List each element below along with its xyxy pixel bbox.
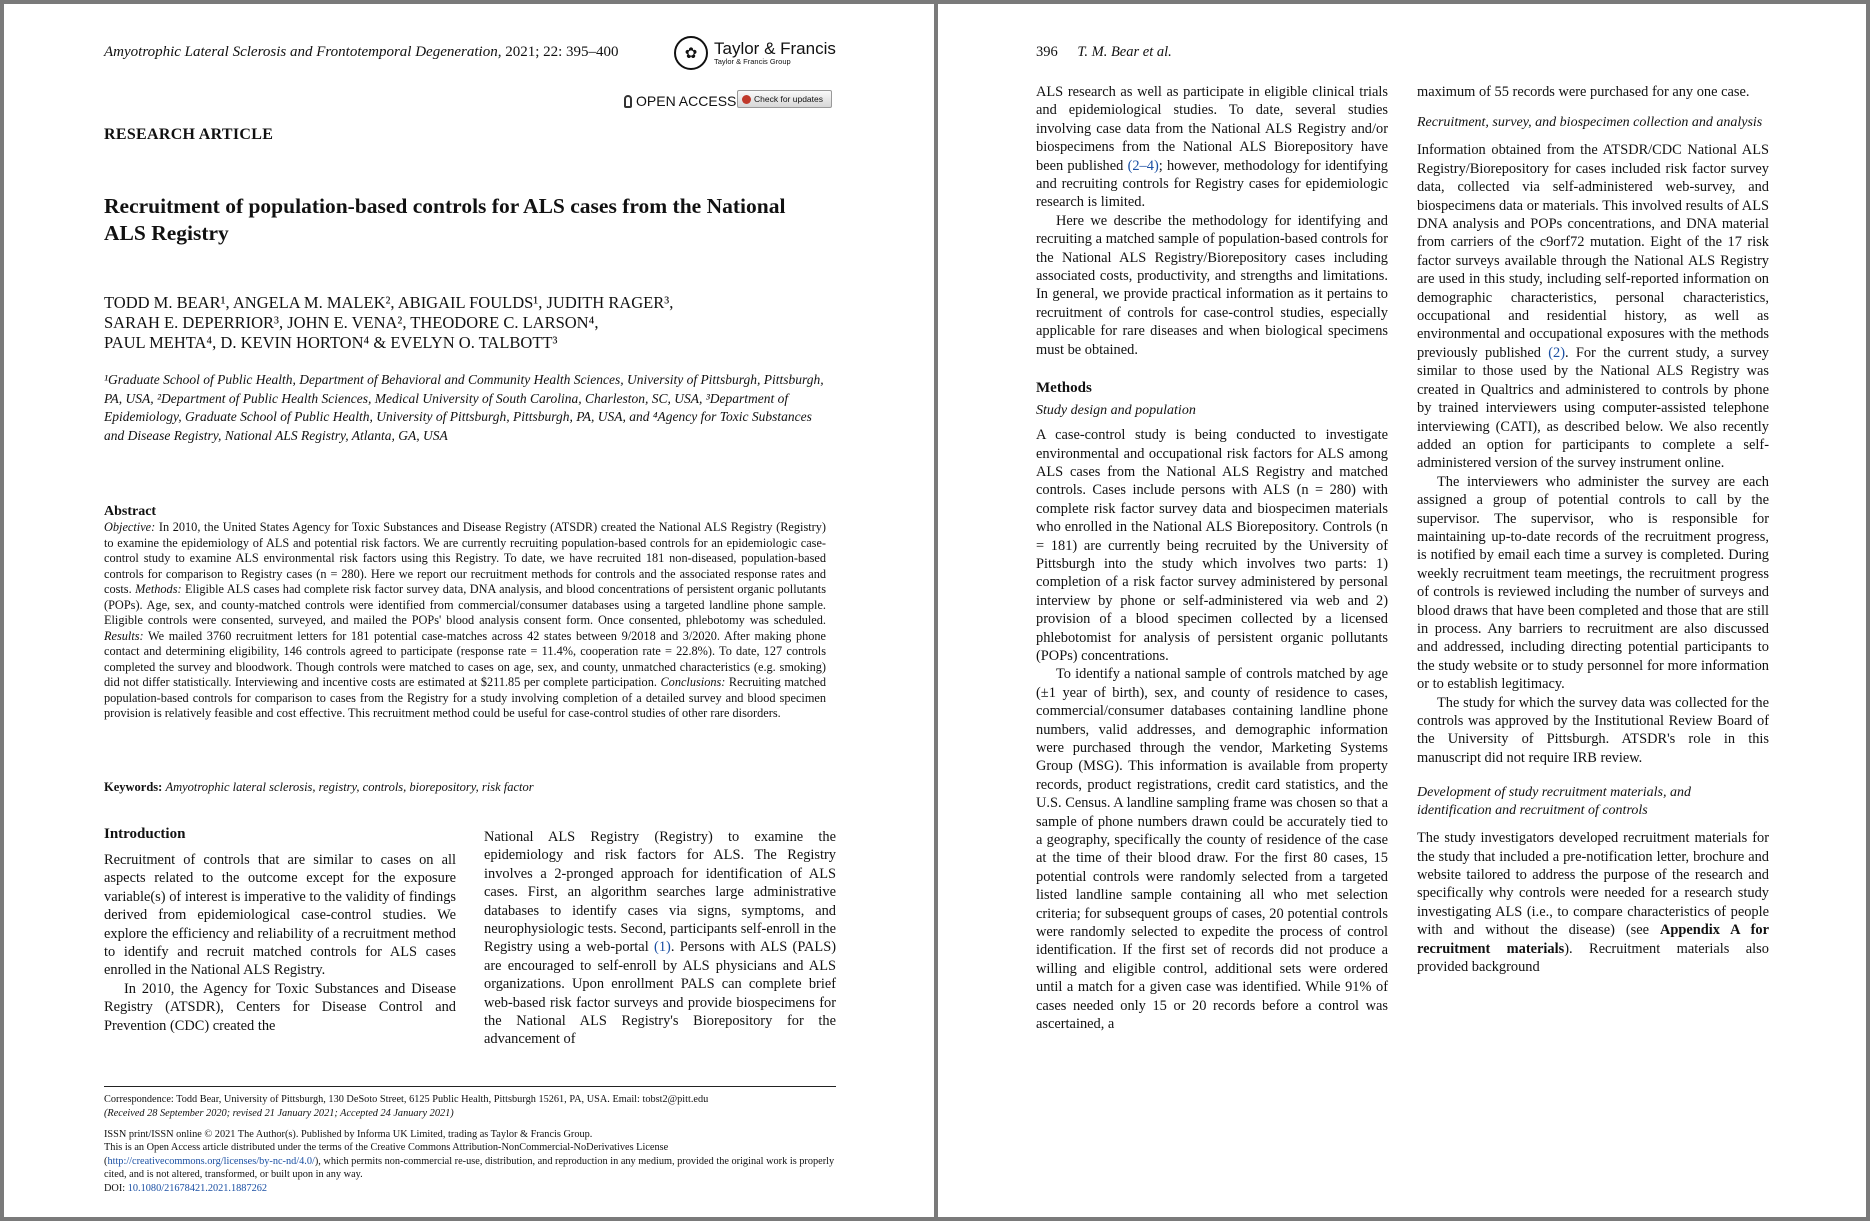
body-paragraph: To identify a national sample of controls matched by age (±1 year of birth), sex, and county of residence to cases, commercial/consumer databases containing landline phone numbers, valid addresses, and demographic information were purchased through the vendor, Marketing Systems Group (MSG). This information is available from property records, product registrations, credit card statistics, and the U.S. Census. A landline sampling frame was chosen so that a sample of phone numbers drawn could be accurately tied to a geography, specifically the county of residence of the case at the time of their blood draw. For the first 80 cases, 15 potential controls were randomly selected from a targeted listed landline sample containing all who met selection criteria; for subsequent groups of cases, 20 potential controls were randomly selected to expedite the process of control identification. If the first set of records did not produce a willing and eligible control, additional sets were ordered until a match for a given case was identified. While 91% of cases needed only 15 or 20 records before a control was ascertained, a <box>1036 666 1388 1033</box>
author-line: SARAH E. DEPERRIOR³, JOHN E. VENA², THEODORE C. LARSON⁴, <box>104 313 599 332</box>
page-number: 396 <box>1036 44 1058 60</box>
abstract-body: Objective: In 2010, the United States Agency for Toxic Substances and Disease Registry (ATSDR) created the National ALS Registry (Registry) to examine the epidemiology of ALS and potential risk factors. We are currently recruiting population-based controls for an epidemiologic case-control study to examine ALS environmental risk factors using this Registry. To date, we have recruited 181 non-diseased, population-based controls for comparison to Registry cases (n = 280). Here we report our recruitment methods for controls and the associated response rates and costs. Methods: Eligible ALS cases had complete risk factor survey data, DNA analysis, and blood concentrations of persistent organic pollutants (POPs). Age, sex, and county-matched controls were identified from commercial/consumer databases using a targeted landline phone sample. Eligible controls were consented, surveyed, and mailed the POPs' blood analysis consent form. Once consented, phlebotomy was scheduled. Results: We mailed 3760 recruitment letters for 181 potential case-matches across 42 states between 9/2018 and 3/2020. After making phone contact and determining eligibility, 146 controls agreed to participate (response rate = 11.4%, cooperation rate = 22.8%). To date, 127 controls completed the survey and bloodwork. Though controls were matched to cases on age, sex, and county, unmatched characteristics (e.g. smoking) did not differ statistically. Interviewing and incentive costs are estimated at $211.85 per complete participation. Conclusions: Recruiting matched population-based controls for comparison to cases from the Registry for a study involving completion of a detailed survey and blood specimen provision is relatively feasible and cost effective. This recruitment method could be useful for case-control studies of other rare disorders. <box>104 520 826 720</box>
citation-link[interactable]: (2–4) <box>1127 157 1159 174</box>
intro-column-1 <box>104 826 456 1035</box>
body-paragraph: Information obtained from the ATSDR/CDC National ALS Registry/Biorepository for cases included risk factor survey data, collected via self-administered web-survey, and biospecimens data or materials. This involved results of ALS DNA analysis and POPs concentrations, and DNA material from carriers of the c9orf72 mutation. Eight of the 17 risk factor surveys available through the National ALS Registry are used in this study, including self-reported information on demographic characteristics, personal characteristics, occupational and residential history, as well as environmental and occupational exposures with the methods previously published (2). For the current study, a survey similar to those used by the National ALS Registry was created in Qualtrics and administered to controls by phone by trained interviewers using computer-assisted telephone interviewing (CATI), as described below. We also recently added an option for participants to complete a self-administered version of the survey instrument online. <box>1417 142 1769 472</box>
intro-column-2 <box>484 828 836 1049</box>
running-header <box>1036 44 1172 61</box>
intro-paragraph: In 2010, the Agency for Toxic Substances and Disease Registry (ATSDR), Centers for Disease Control and Prevention (CDC) created the <box>104 980 456 1034</box>
correspondence: Correspondence: Todd Bear, University of Pittsburgh, 130 DeSoto Street, 6125 Public Health, Pittsburgh 15261, PA, USA. Email: tobst2@pitt.edu <box>104 1094 709 1105</box>
publisher-logo <box>674 36 836 70</box>
subsection-heading: Recruitment, survey, and biospecimen collection and analysis <box>1417 115 1763 131</box>
author-line: PAUL MEHTA⁴, D. KEVIN HORTON⁴ & EVELYN O. TALBOTT³ <box>104 333 558 352</box>
publisher-group: Taylor & Francis Group <box>714 56 791 66</box>
publisher-name: Taylor & Francis <box>714 39 836 59</box>
intro-paragraph: National ALS Registry (Registry) to examine the epidemiology and risk factors for ALS. The Registry involves a 2-pronged approach for identification of ALS cases. First, an algorithm searches large administrative databases to identify cases via signs, symptoms, and neurophysiologic tests. Second, participants self-enroll in the Registry using a web-portal (1). Persons with ALS (PALS) are encouraged to self-enroll by ALS physicians and ALS organizations. Upon enrollment PALS can complete brief web-based risk factor surveys and provide biospecimens for the National ALS Registry's Biorepository for the advancement of <box>484 829 836 1048</box>
open-lock-icon <box>624 95 632 108</box>
publisher-logo-icon: ✿ <box>674 36 708 70</box>
body-paragraph: The interviewers who administer the survey are each assigned a group of potential controls to call by the supervisor. The supervisor, who is responsible for maintaining up-to-date records of the recruitment progress, is notified by email each time a survey is completed. During weekly recruitment team meetings, the recruitment progress of controls is reviewed including the number of surveys and blood draws that have been completed and those that are still in process. Any barriers to recruitment are also discussed and addressed, including directing potential participants to the study website or to study personnel for more information or to establish legitimacy. <box>1417 473 1769 693</box>
citation-link[interactable]: (1) <box>654 939 671 956</box>
author-list <box>104 293 844 353</box>
body-paragraph: maximum of 55 records were purchased for any one case. <box>1417 84 1750 100</box>
article-title: Recruitment of population-based controls for ALS cases from the National ALS Registry <box>104 194 786 245</box>
appendix-link[interactable]: Appendix A for recruitment materials <box>1417 922 1769 957</box>
author-line: TODD M. BEAR¹, ANGELA M. MALEK², ABIGAIL FOULDS¹, JUDITH RAGER³, <box>104 293 674 312</box>
body-paragraph: The study investigators developed recruitment materials for the study that included a pre-notification letter, brochure and website tailored to address the purpose of the research and specifically why controls were needed for a research study investigating ALS (i.e., to compare characteristics of people with and without the disease) (see Appendix A for recruitment materials). Recruitment materials also provided background <box>1417 830 1769 976</box>
affiliations: ¹Graduate School of Public Health, Department of Behavioral and Community Health Sciences, University of Pittsburgh, Pittsburgh, PA, USA, ²Department of Public Health Sciences, Medical University of South Carolina, Charleston, SC, USA, ³Department of Epidemiology, Graduate School of Public Health, University of Pittsburgh, Pittsburgh, PA, USA, and ⁴Agency for Toxic Substances and Disease Registry, National ALS Registry, Atlanta, GA, USA <box>104 372 824 443</box>
open-access-badge: OPEN ACCESS <box>624 93 736 109</box>
subsection-heading: Development of study recruitment materials, and identification and recruitment of controls <box>1417 785 1691 819</box>
keywords: Keywords: Amyotrophic lateral sclerosis, registry, controls, biorepository, risk factor <box>104 780 534 794</box>
methods-heading: Methods <box>1036 380 1092 397</box>
abstract-heading: Abstract <box>104 504 157 519</box>
crossmark-icon <box>742 95 751 104</box>
doi-link[interactable]: 10.1080/21678421.2021.1887262 <box>127 1182 268 1194</box>
license-link[interactable]: http://creativecommons.org/licenses/by-nc-nd/4.0/ <box>107 1155 315 1167</box>
right-column-1 <box>1036 83 1388 1034</box>
body-paragraph: Here we describe the methodology for identifying and recruiting a matched sample of population-based controls for the National ALS Registry/Biorepository cases including associated costs, productivity, and strengths and limitations. In general, we provide practical information as it pertains to recruitment of controls for case-control studies, especially applicable for rare diseases and when biological specimens must be obtained. <box>1036 212 1388 358</box>
intro-paragraph: Recruitment of controls that are similar to cases on all aspects related to the outcome except for the exposure variable(s) of interest is imperative to the validity of findings derived from epidemiological case-control studies. We explore the efficiency and reliability of a recruitment method to identify and recruit matched controls for ALS cases enrolled in the National ALS Registry. <box>104 852 456 979</box>
received-dates: (Received 28 September 2020; revised 21 January 2021; Accepted 24 January 2021) <box>104 1108 454 1119</box>
intro-heading: Introduction <box>104 826 186 842</box>
body-paragraph: ALS research as well as participate in eligible clinical trials and epidemiological studies. To date, several studies involving case data from the National ALS Registry and/or biospecimens from the National ALS Biorepository have been published (2–4); however, methodology for identifying and recruiting controls for Registry cases for epidemiologic research is limited. <box>1036 84 1388 211</box>
subsection-heading: Study design and population <box>1036 403 1196 419</box>
body-paragraph: The study for which the survey data was collected for the controls was approved by the Institutional Review Board of the University of Pittsburgh. ATSDR's role in this manuscript did not require IRB review. <box>1417 694 1769 766</box>
running-head: T. M. Bear et al. <box>1077 44 1172 60</box>
check-for-updates-button[interactable]: Check for updates <box>737 90 832 108</box>
journal-citation: Amyotrophic Lateral Sclerosis and Frontotemporal Degeneration, 2021; 22: 395–400 <box>104 44 619 60</box>
footnote-divider <box>104 1086 836 1087</box>
right-column-2 <box>1417 83 1769 976</box>
citation-link[interactable]: (2) <box>1548 344 1565 361</box>
license-notice: ISSN print/ISSN online © 2021 The Author(s). Published by Informa UK Limited, trading as Taylor & Francis Group. This is an Open Access article distributed under the terms of the Creative Commons Attribution-NonCommercial-NoDerivatives License (http://creativecommons.org/licenses/by-nc-nd/4.0/), which permits non-commercial re-use, distribution, and reproduction in any medium, provided the original work is properly cited, and is not altered, transformed, or built upon in any way. DOI: 10.1080/21678421.2021.1887262 <box>104 1129 835 1194</box>
article-type: RESEARCH ARTICLE <box>104 126 274 143</box>
left-page <box>4 4 934 1217</box>
body-paragraph: A case-control study is being conducted to investigate environmental and occupational risk factors for ALS among ALS cases from the National ALS Registry and matched controls. Cases include persons with ALS (n = 280) with complete risk factor survey data and biospecimen materials who enrolled in the National ALS Biorepository. Controls (n = 181) are currently being recruited by the University of Pittsburgh into the study which involves two parts: 1) completion of a risk factor survey administered by personal interview by phone or self-administered via web and 2) provision of a blood specimen collected by a licensed phlebotomist for analysis of persistent organic pollutants (POPs) concentrations. <box>1036 427 1388 664</box>
right-page <box>938 4 1866 1217</box>
